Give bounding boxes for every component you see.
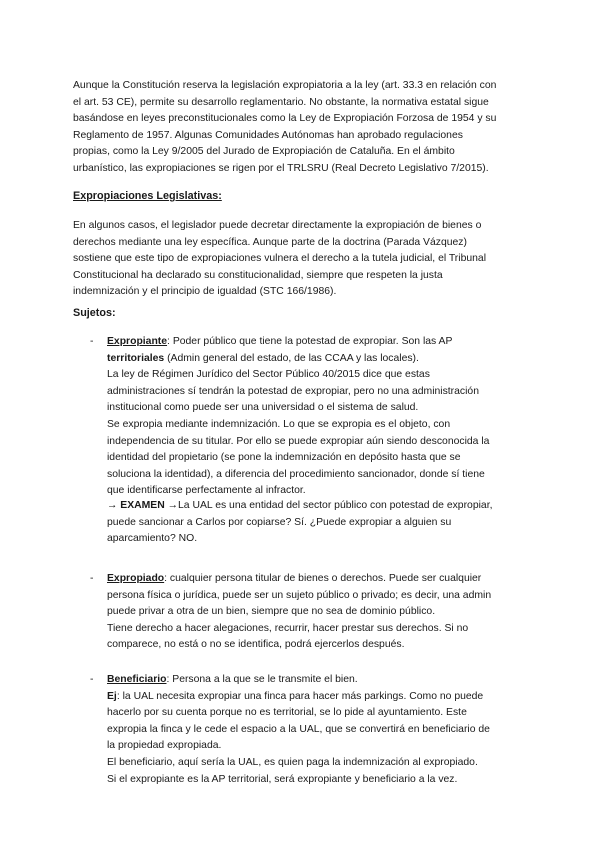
legislativas-line: En algunos casos, el legislador puede decretar directamente la expropiación de bienes o	[73, 220, 482, 231]
beneficiario-body	[107, 672, 530, 788]
exam-label: EXAMEN	[120, 500, 165, 511]
legislativas-paragraph	[73, 218, 531, 301]
beneficiario-line: la propiedad expropiada.	[107, 740, 222, 752]
bullet-dash: -	[90, 674, 94, 685]
arrow-right-icon: →	[107, 500, 121, 511]
beneficiario-line: Si el expropiante es la AP territorial, será expropiante y beneficiario a la vez.	[107, 773, 458, 785]
beneficiario-line: expropia la finca y le cede el espacio a la UAL, que se convertirá en beneficiario de	[107, 723, 490, 735]
beneficiario-line: El beneficiario, aquí sería la UAL, es quien paga la indemnización al expropiado.	[107, 756, 478, 768]
term-beneficiario: Beneficiario	[107, 674, 167, 685]
arrow-right-icon: →	[164, 500, 179, 511]
legislativas-line: sostiene que este tipo de expropiaciones vulnera el derecho a la tutela judicial, el Tribunal	[73, 253, 487, 265]
expropiado-line: Tiene derecho a hacer alegaciones, recurrir, hacer prestar sus derechos. Si no	[107, 622, 469, 634]
expropiante-body	[107, 334, 530, 500]
expropiante-line: que identificarse perfectamente al infractor.	[107, 485, 306, 497]
expropiado-definition: : cualquier persona titular de bienes o derechos. Puede ser cualquier	[164, 573, 482, 584]
bullet-dash: -	[90, 573, 94, 584]
expropiante-line	[107, 351, 530, 368]
intro-paragraph	[73, 78, 531, 178]
expropiado-body	[107, 571, 530, 654]
heading-expropiaciones-legislativas: Expropiaciones Legislativas:	[73, 190, 222, 202]
expropiante-line: institucional como puede ser una universidad o el sistema de salud.	[107, 402, 419, 414]
expropiante-admins: (Admin general del estado, de las CCAA y las locales).	[164, 352, 419, 364]
legislativas-line: derechos mediante una ley específica. Aunque parte de la doctrina (Parada Vázquez)	[73, 236, 467, 248]
intro-line: el art. 53 CE), permite su desarrollo reglamentario. No obstante, la normativa estatal sigue	[73, 96, 489, 108]
term-expropiante: Expropiante	[107, 336, 168, 347]
intro-line: propias, como la Ley 9/2005 del Jurado de Expropiación de Cataluña. En el ámbito	[73, 146, 455, 158]
ej-text: : la UAL necesita expropiar una finca para hacer más parkings. Como no puede	[116, 690, 484, 702]
exam-line: puede sancionar a Carlos por copiarse? Sí. ¿Puede expropiar a alguien su	[107, 516, 452, 528]
term-expropiado: Expropiado	[107, 573, 165, 584]
intro-line: urbanístico, las expropiaciones se rigen por el TRLSRU (Real Decreto Legislativo 7/2015).	[73, 162, 489, 174]
expropiante-line: Se expropia mediante indemnización. Lo que se expropia es el objeto, con	[107, 418, 451, 430]
term-territoriales: territoriales	[107, 352, 165, 364]
intro-line: basándose en leyes preconstitucionales como la Ley de Expropiación Forzosa de 1954 y su	[73, 113, 497, 125]
heading-sujetos: Sujetos:	[73, 307, 116, 319]
beneficiario-definition: : Persona a la que se le transmite el bien.	[166, 674, 358, 685]
exam-question: La UAL es una entidad del sector público con potestad de expropiar,	[178, 500, 493, 511]
ej-label: Ej	[107, 690, 117, 702]
expropiante-line: soluciona la identidad), a diferencia del procedimiento sancionador, donde sí tiene	[107, 468, 485, 480]
expropiante-line	[107, 334, 530, 351]
legislativas-line: indemnización y el principio de igualdad (STC 166/1986).	[73, 286, 337, 298]
beneficiario-line: hacerlo por su cuenta porque no es territorial, se lo pide al ayuntamiento. Este	[107, 707, 467, 719]
expropiante-line: identidad del propietario (se pone la indemnización en depósito hasta que se	[107, 452, 461, 464]
expropiante-line: independencia de su titular. Por ello se puede expropiar aún siendo desconocida la	[107, 435, 490, 447]
exam-line: aparcamiento? NO.	[107, 533, 198, 545]
expropiante-line: administraciones sí tendrán la potestad de expropiar, pero no una administración	[107, 385, 479, 397]
expropiado-line: persona física o jurídica, puede ser un sujeto público o privado; es decir, una admin	[107, 589, 492, 601]
expropiado-line	[107, 571, 530, 588]
bullet-dash: -	[90, 336, 94, 347]
intro-line: Reglamento de 1957. Algunas Comunidades Autónomas han aprobado regulaciones	[73, 129, 463, 141]
legislativas-line: Constitucional ha declarado su constitucionalidad, siempre que respeten la justa	[73, 269, 443, 281]
expropiante-definition: : Poder público que tiene la potestad de expropiar. Son las AP	[167, 336, 453, 347]
expropiante-line: La ley de Régimen Jurídico del Sector Público 40/2015 dice que estas	[107, 369, 430, 381]
expropiado-line: comparece, no está o no se identifica, podrá ejercerlos después.	[107, 639, 405, 651]
exam-line	[107, 498, 530, 515]
beneficiario-line	[107, 672, 530, 689]
beneficiario-line	[107, 689, 530, 706]
exam-note-body	[107, 498, 530, 548]
intro-line: Aunque la Constitución reserva la legislación expropiatoria a la ley (art. 33.3 en relación con	[73, 80, 497, 91]
expropiado-line: puede privar a otra de un bien, siempre que no sea de dominio público.	[107, 606, 436, 618]
